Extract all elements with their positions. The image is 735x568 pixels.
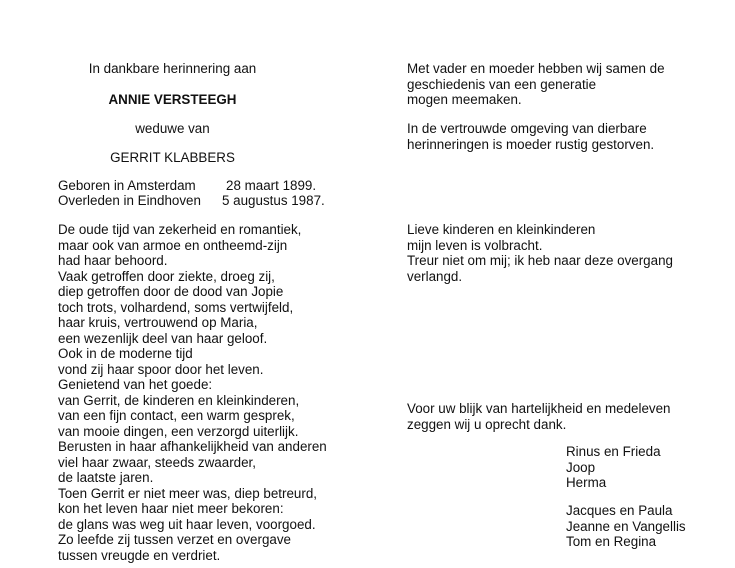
paragraph-line: Voor uw blijk van hartelijkheid en medeleven [407,401,671,416]
signatories-group-2 [566,503,686,550]
poem-line: tussen vreugde en verdriet. [58,547,221,563]
family-memory-paragraph [407,61,665,108]
poem-line: diep getroffen door de dood van Jopie [58,284,284,299]
born-label: Geboren in Amsterdam [58,178,196,193]
poem-line: Vaak getroffen door ziekte, droeg zij, [58,268,275,284]
deceased-name: ANNIE VERSTEEGH [108,92,237,107]
paragraph-line: In de vertrouwde omgeving van dierbare [407,121,647,136]
poem-line: Genietend van het goede: [58,377,213,392]
signatory-name: Joop [566,459,596,475]
poem-line: had haar behoord. [58,253,168,268]
paragraph-line: Met vader en moeder hebben wij samen de [407,61,665,76]
poem-line: Toen Gerrit er niet meer was, diep betreurd, [58,485,318,501]
signatory-name: Tom en Regina [566,534,657,549]
poem-line: De oude tijd van zekerheid en romantiek, [58,222,302,237]
poem-line: vond zij haar spoor door het leven. [58,361,264,377]
widow-of-label: weduwe van [135,121,210,136]
signatory-name: Jacques en Paula [566,503,673,518]
poem-line: Berusten in haar afhankelijkheid van anderen [58,439,327,454]
paragraph-line: mogen meemaken. [407,92,522,107]
poem-line: van mooie dingen, een verzorgd uiterlijk. [58,423,299,439]
poem-line: Zo leefde zij tussen verzet en overgave [58,532,291,547]
paragraph-line: Lieve kinderen en kleinkinderen [407,222,596,237]
paragraph-line: verlangd. [407,268,463,284]
poem-line: Ook in de moderne tijd [58,346,193,361]
signatory-name: Herma [566,475,607,490]
poem-line: kon het leven haar niet meer bekoren: [58,501,284,516]
poem-line: van Gerrit, de kinderen en kleinkinderen, [58,392,300,408]
paragraph-line: herinneringen is moeder rustig gestorven. [407,136,655,152]
poem-line: toch trots, volhardend, soms vertwijfeld, [58,299,294,315]
farewell-paragraph [407,222,673,284]
paragraph-line: geschiedenis van een generatie [407,76,597,92]
signatories-group-1 [566,444,661,491]
paragraph-line: mijn leven is volbracht. [407,237,543,253]
died-label: Overleden in Eindhoven [58,193,201,208]
died-date: 5 augustus 1987. [222,193,325,208]
signatory-name: Rinus en Frieda [566,444,661,459]
poem-line: een wezenlijk deel van haar geloof. [58,330,268,346]
poem-line: de glans was weg uit haar leven, voorgoed. [58,516,316,532]
dedication-intro: In dankbare herinnering aan [88,61,257,76]
poem-line: de laatste jaren. [58,470,154,485]
poem-line: viel haar zwaar, steeds zwaarder, [58,454,256,470]
spouse-name: GERRIT KLABBERS [110,150,235,165]
signatory-name: Jeanne en Vangellis [566,518,686,534]
memorial-poem [58,222,327,563]
born-date: 28 maart 1899. [226,178,317,193]
paragraph-line: zeggen wij u oprecht dank. [407,416,567,432]
poem-line: van een fijn contact, een warm gesprek, [58,408,295,423]
passing-paragraph [407,121,654,152]
paragraph-line: Treur niet om mij; ik heb naar deze overgang [407,253,673,268]
thanks-paragraph [407,401,671,432]
poem-line: maar ook van armoe en ontheemd-zijn [58,237,288,253]
poem-line: haar kruis, vertrouwend op Maria, [58,315,258,330]
